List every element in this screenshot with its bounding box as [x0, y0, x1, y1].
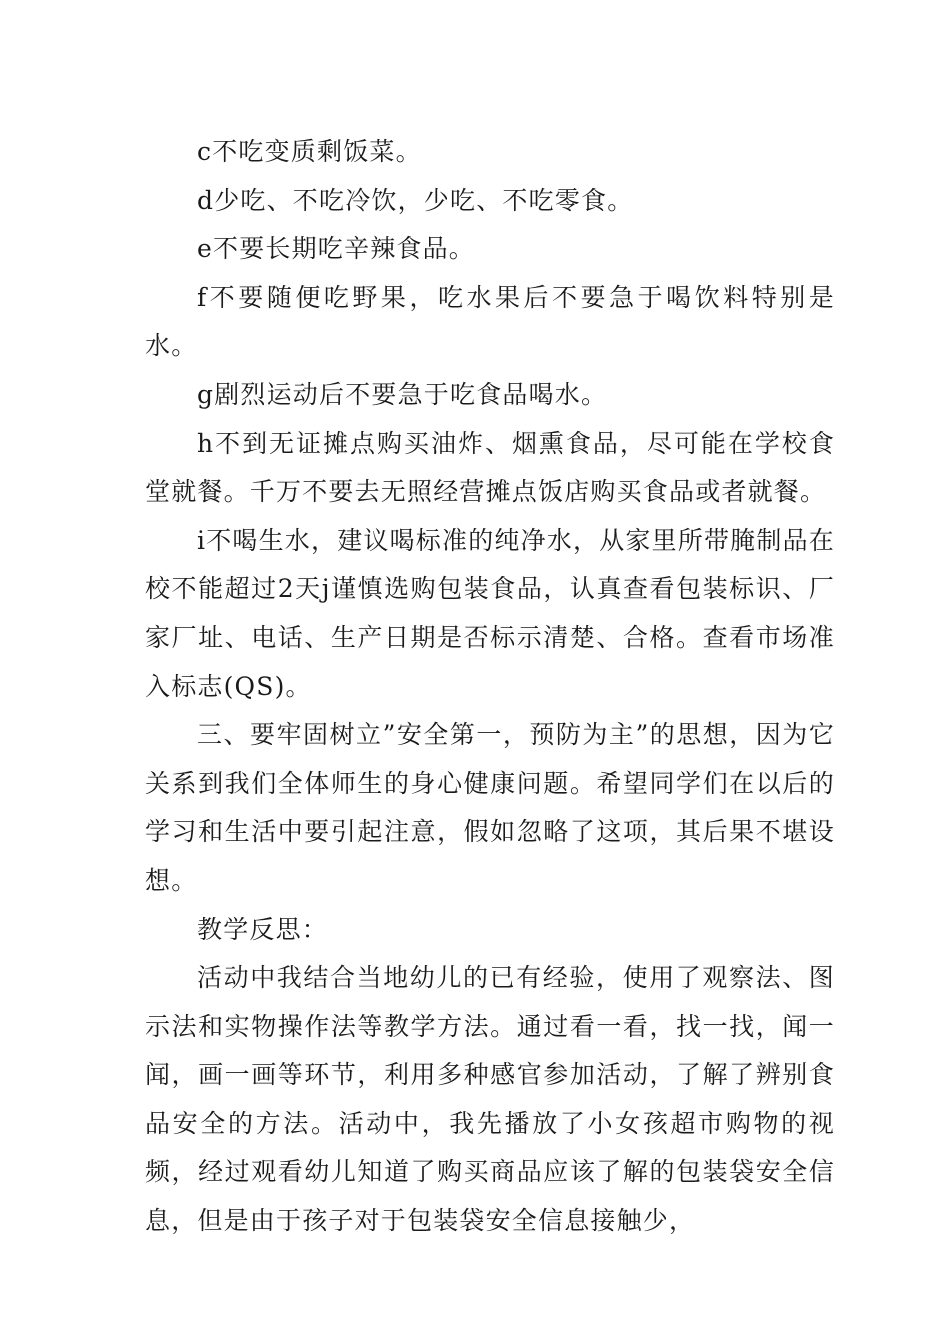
paragraph-reflection-body: 活动中我结合当地幼儿的已有经验，使用了观察法、图示法和实物操作法等教学方法。通过看一看，找一找，闻一闻，画一画等环节，利用多种感官参加活动，了解了辨别食品安全的方法。活动中，我先播放了小女孩超市购物的视频，经过观看幼儿知道了购买商品应该了解的包装袋安全信息，但是由于孩子对于包装袋安全信息接触少，	[145, 963, 835, 1236]
heading-teaching-reflection: 教学反思：	[197, 914, 329, 944]
paragraph-i-j: i不喝生水，建议喝标准的纯净水，从家里所带腌制品在校不能超过2天j谨慎选购包装食品，认真查看包装标识、厂家厂址、电话、生产日期是否标示清楚、合格。查看市场准入标志(QS)。	[145, 525, 835, 701]
document-body	[145, 128, 835, 1246]
paragraph-d: d少吃、不吃冷饮，少吃、不吃零食。	[197, 185, 634, 215]
paragraph-h: h不到无证摊点购买油炸、烟熏食品，尽可能在学校食堂就餐。千万不要去无照经营摊点饭店购买食品或者就餐。	[145, 428, 835, 507]
paragraph-section-three: 三、要牢固树立”安全第一，预防为主”的思想，因为它关系到我们全体师生的身心健康问题。希望同学们在以后的学习和生活中要引起注意，假如忽略了这项，其后果不堪设想。	[145, 720, 835, 895]
paragraph-g: g剧烈运动后不要急于吃食品喝水。	[197, 379, 608, 409]
paragraph-e: e不要长期吃辛辣食品。	[197, 234, 475, 264]
paragraph-f: f不要随便吃野果，吃水果后不要急于喝饮料特别是水。	[145, 282, 835, 361]
paragraph-c: c不吃变质剩饭菜。	[197, 137, 422, 166]
